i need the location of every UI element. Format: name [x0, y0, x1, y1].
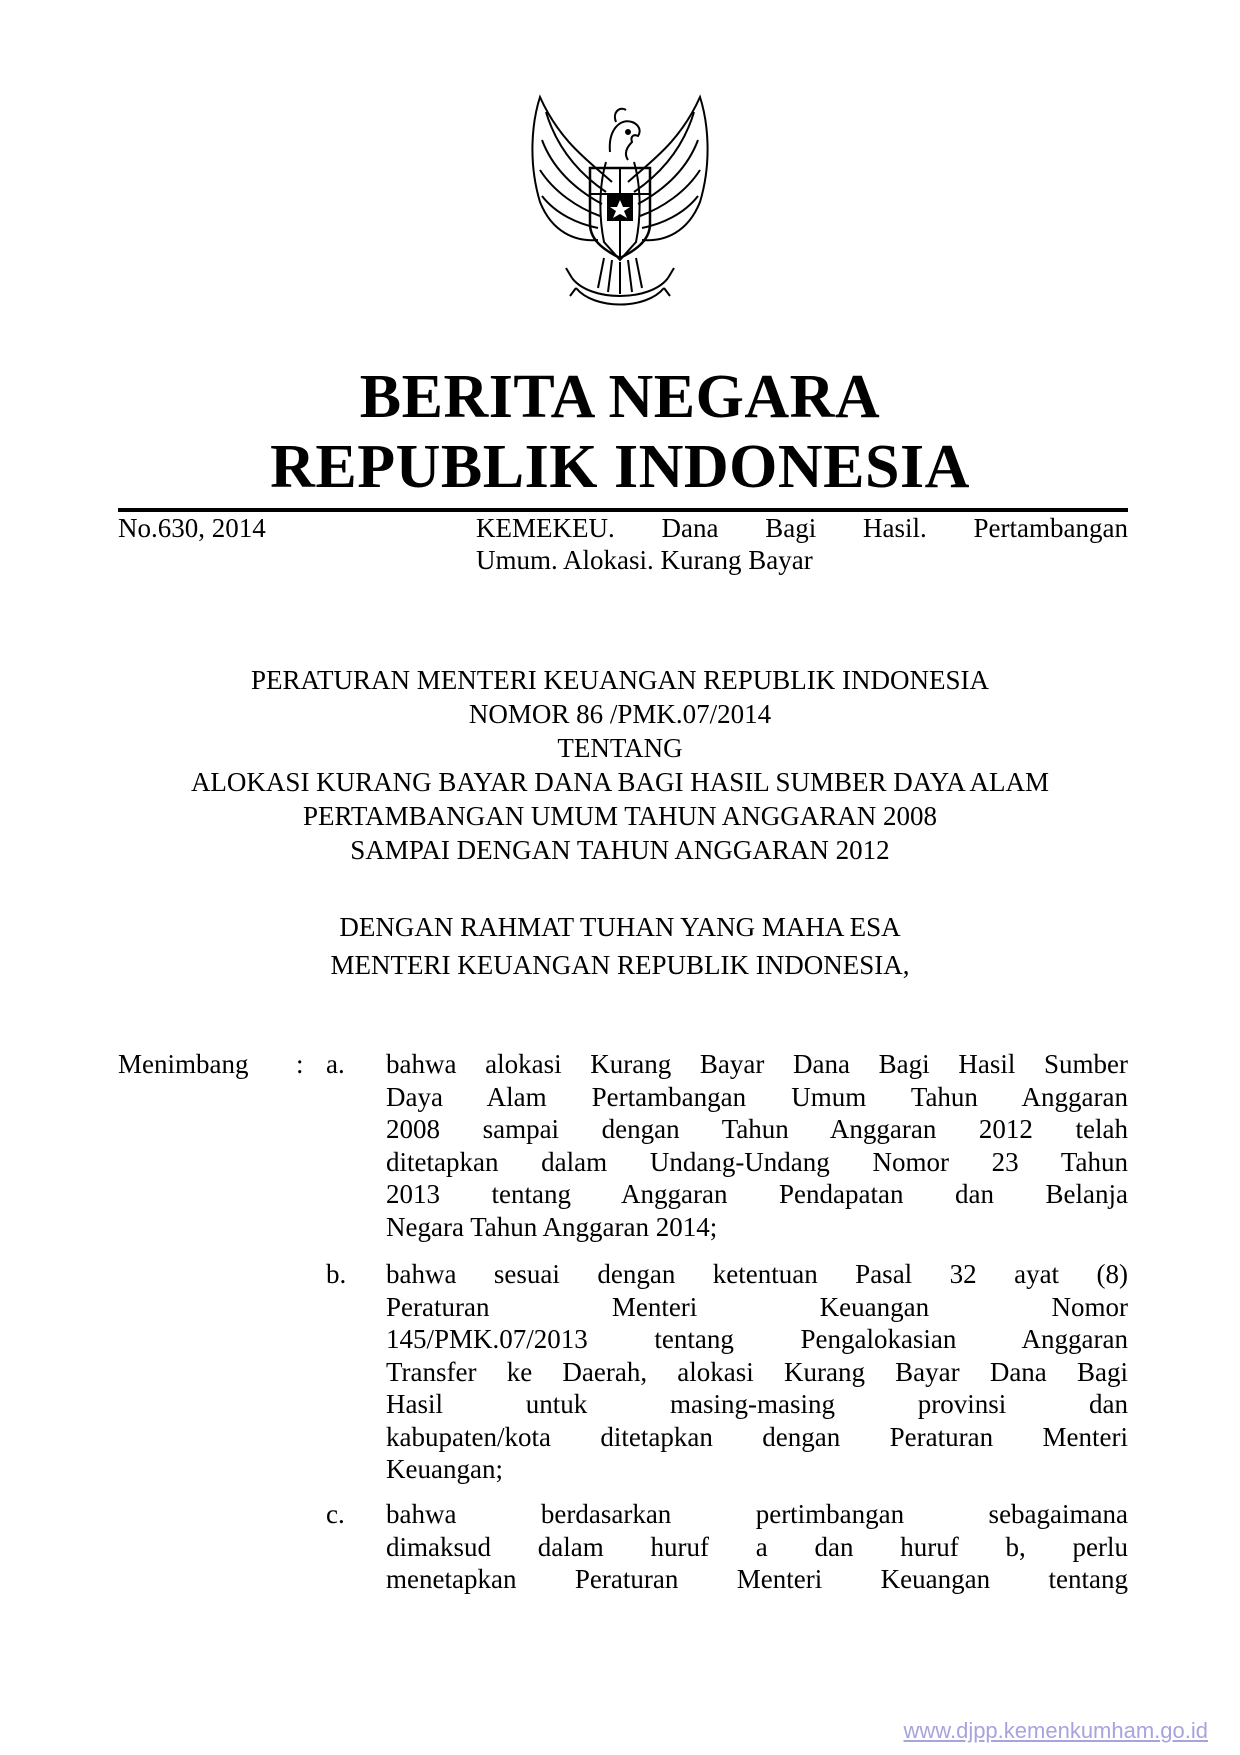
item-line: Negara Tahun Anggaran 2014;	[386, 1211, 718, 1242]
gazette-subject-line: Umum. Alokasi. Kurang Bayar	[476, 545, 813, 575]
preamble-invocation: DENGAN RAHMAT TUHAN YANG MAHA ESA	[339, 912, 901, 942]
item-line: Keuangan;	[386, 1454, 503, 1484]
gazette-title: BERITA NEGARA	[359, 363, 881, 431]
item-letter: b.	[326, 1259, 347, 1289]
source-website-link[interactable]: www.djpp.kemenkumham.go.id	[903, 1718, 1208, 1743]
preamble	[0, 910, 1240, 986]
considering-item-c	[386, 1498, 1128, 1596]
regulation-subject: SAMPAI DENGAN TAHUN ANGGARAN 2012	[350, 835, 890, 865]
regulation-heading	[0, 663, 1240, 867]
considering-label: Menimbang	[118, 1049, 249, 1079]
item-line: bahwa alokasi Kurang Bayar Dana Bagi Hasil Sumber	[386, 1049, 1128, 1079]
item-line: kabupaten/kota ditetapkan dengan Peraturan Menteri	[386, 1421, 1128, 1452]
garuda-emblem-icon	[520, 92, 720, 314]
item-line: 2008 sampai dengan Tahun Anggaran 2012 telah	[386, 1114, 1128, 1144]
item-line: Hasil untuk masing-masing provinsi dan	[386, 1389, 1128, 1419]
gazette-number: No.630, 2014	[118, 513, 266, 543]
item-line: menetapkan Peraturan Menteri Keuangan tentang	[386, 1564, 1128, 1594]
regulation-subject: PERTAMBANGAN UMUM TAHUN ANGGARAN 2008	[302, 801, 938, 831]
item-line: ditetapkan dalam Undang-Undang Nomor 23 Tahun	[386, 1146, 1128, 1177]
item-line: bahwa sesuai dengan ketentuan Pasal 32 ayat (8)	[386, 1259, 1128, 1289]
item-line: Peraturan Menteri Keuangan Nomor	[386, 1291, 1128, 1322]
considering-item-a	[386, 1048, 1128, 1243]
item-letter: c.	[326, 1499, 345, 1529]
item-line: Daya Alam Pertambangan Umum Tahun Anggaran	[386, 1081, 1128, 1112]
gazette-subject-line: KEMEKEU. Dana Bagi Hasil. Pertambangan	[476, 513, 1128, 543]
gazette-subtitle: REPUBLIK INDONESIA	[270, 433, 970, 501]
item-line: dimaksud dalam huruf a dan huruf b, perlu	[386, 1531, 1128, 1562]
gazette-subject	[476, 512, 1128, 576]
regulation-subject: ALOKASI KURANG BAYAR DANA BAGI HASIL SUMBER DAYA ALAM	[190, 767, 1050, 797]
item-line: bahwa berdasarkan pertimbangan sebagaimana	[386, 1499, 1128, 1529]
regulation-about: TENTANG	[557, 733, 683, 763]
item-line: 2013 tentang Anggaran Pendapatan dan Belanja	[386, 1179, 1128, 1209]
item-letter: a.	[326, 1049, 345, 1079]
item-line: Transfer ke Daerah, alokasi Kurang Bayar Dana Bagi	[386, 1356, 1128, 1387]
regulation-number: NOMOR 86 /PMK.07/2014	[468, 699, 772, 729]
considering-item-b	[386, 1258, 1128, 1486]
item-line: 145/PMK.07/2013 tentang Pengalokasian Anggaran	[386, 1324, 1128, 1354]
preamble-issuer: MENTERI KEUANGAN REPUBLIK INDONESIA,	[330, 950, 910, 980]
considering-colon: :	[296, 1049, 304, 1079]
regulation-title: PERATURAN MENTERI KEUANGAN REPUBLIK INDONESIA	[251, 665, 989, 695]
